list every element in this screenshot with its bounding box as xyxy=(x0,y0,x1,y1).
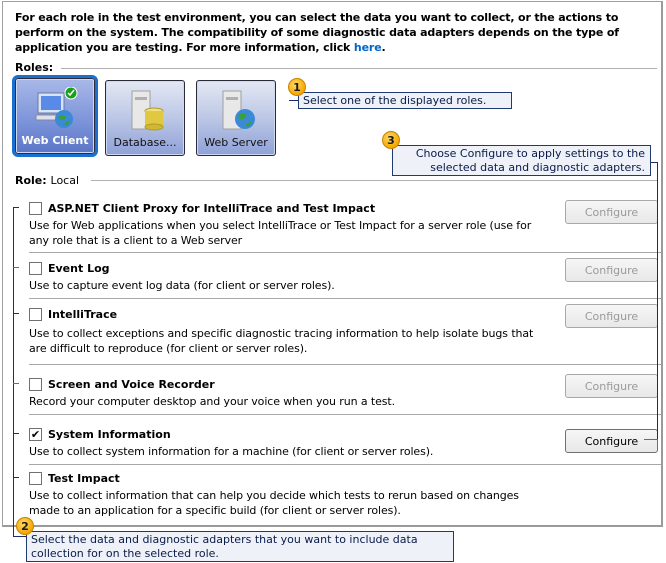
row-divider xyxy=(29,298,661,299)
database-server-icon xyxy=(124,89,168,133)
role-divider xyxy=(91,180,657,181)
row-divider xyxy=(29,252,661,253)
adapter-name: ASP.NET Client Proxy for IntelliTrace and Test Impact xyxy=(48,201,376,215)
data-diagnostics-panel xyxy=(2,1,663,527)
bracket-tick xyxy=(13,313,19,314)
role-tile-label: Web Client xyxy=(21,134,89,147)
callout-3-connector-vertical xyxy=(657,162,658,440)
role-value: Local xyxy=(50,174,80,187)
adapter-checkbox[interactable] xyxy=(29,202,42,215)
roles-label: Roles: xyxy=(15,61,54,74)
adapter-checkbox[interactable] xyxy=(29,472,42,485)
role-tile-label: Database... xyxy=(113,136,177,149)
role-tile-database[interactable] xyxy=(105,80,185,156)
adapter-description: Use for Web applications when you select IntelliTrace or Test Impact for a server role (use for any role that is a client to a Web server xyxy=(29,219,532,247)
adapter-name: Event Log xyxy=(48,261,110,275)
callout-1: Select one of the displayed roles. xyxy=(298,92,512,109)
adapter-checkbox-checked[interactable] xyxy=(29,428,42,441)
callout-2-connector xyxy=(13,536,27,537)
bracket-tick xyxy=(13,207,19,208)
adapter-description: Use to collect information that can help you decide which tests to rerun based on changes made to an application for a specific build (for client or server roles). xyxy=(29,489,519,517)
configure-button-intellitrace[interactable]: Configure xyxy=(565,304,658,328)
adapter-name: Screen and Voice Recorder xyxy=(48,377,215,391)
callout-1-badge: 1 xyxy=(288,78,306,96)
role-tile-web-server[interactable] xyxy=(196,80,276,156)
adapter-checkbox[interactable] xyxy=(29,262,42,275)
bracket-tick xyxy=(13,433,19,434)
callout-2: Select the data and diagnostic adapters that you want to include data collection for on the selected role. xyxy=(26,531,454,562)
callout-3: Choose Configure to apply settings to the selected data and diagnostic adapters. xyxy=(392,145,651,176)
adapter-checkbox[interactable] xyxy=(29,378,42,391)
role-label: Role: Local xyxy=(15,174,80,187)
role-tile-label: Web Server xyxy=(204,136,268,149)
callout-3-connector-bottom xyxy=(644,439,658,440)
web-client-icon xyxy=(34,87,78,131)
bracket-tick xyxy=(13,477,19,478)
callout-2-badge: 2 xyxy=(16,517,34,535)
row-divider xyxy=(29,414,661,415)
configure-button-system-information[interactable]: Configure xyxy=(565,429,658,453)
checkmark-icon: ✔ xyxy=(30,427,41,441)
adapter-name: System Information xyxy=(48,427,171,441)
adapter-description: Use to capture event log data (for client or server roles). xyxy=(29,279,335,292)
adapter-name: IntelliTrace xyxy=(48,307,118,321)
role-tile-web-client[interactable] xyxy=(15,78,95,154)
adapter-description: Use to collect exceptions and specific diagnostic tracing information to help isolate bugs that are difficult to reproduce (for client or server roles). xyxy=(29,327,534,355)
configure-button-aspnet-proxy[interactable]: Configure xyxy=(565,200,658,224)
adapter-checkbox[interactable] xyxy=(29,308,42,321)
adapter-description: Record your computer desktop and your voice when you run a test. xyxy=(29,395,396,408)
adapter-name: Test Impact xyxy=(48,471,120,485)
row-divider xyxy=(29,364,661,365)
roles-divider xyxy=(61,68,657,69)
callout-3-badge: 3 xyxy=(382,131,400,149)
callout-2-bracket-vertical xyxy=(13,207,14,537)
more-info-link[interactable]: here xyxy=(353,41,382,54)
adapter-description: Use to collect system information for a machine (for client or server roles). xyxy=(29,445,434,458)
configure-button-screen-voice-recorder[interactable]: Configure xyxy=(565,374,658,398)
bracket-tick xyxy=(13,267,19,268)
adapter-row-test-impact xyxy=(29,470,661,518)
row-divider xyxy=(29,464,661,465)
intro-text: For each role in the test environment, you can select the data you want to collect, or the actions to perform on the system. The compatibility of some diagnostic data adapters depends on the type of application you are testing. For more information, click here. xyxy=(15,11,619,54)
bracket-tick xyxy=(13,383,19,384)
configure-button-event-log[interactable]: Configure xyxy=(565,258,658,282)
web-server-icon xyxy=(215,89,259,133)
